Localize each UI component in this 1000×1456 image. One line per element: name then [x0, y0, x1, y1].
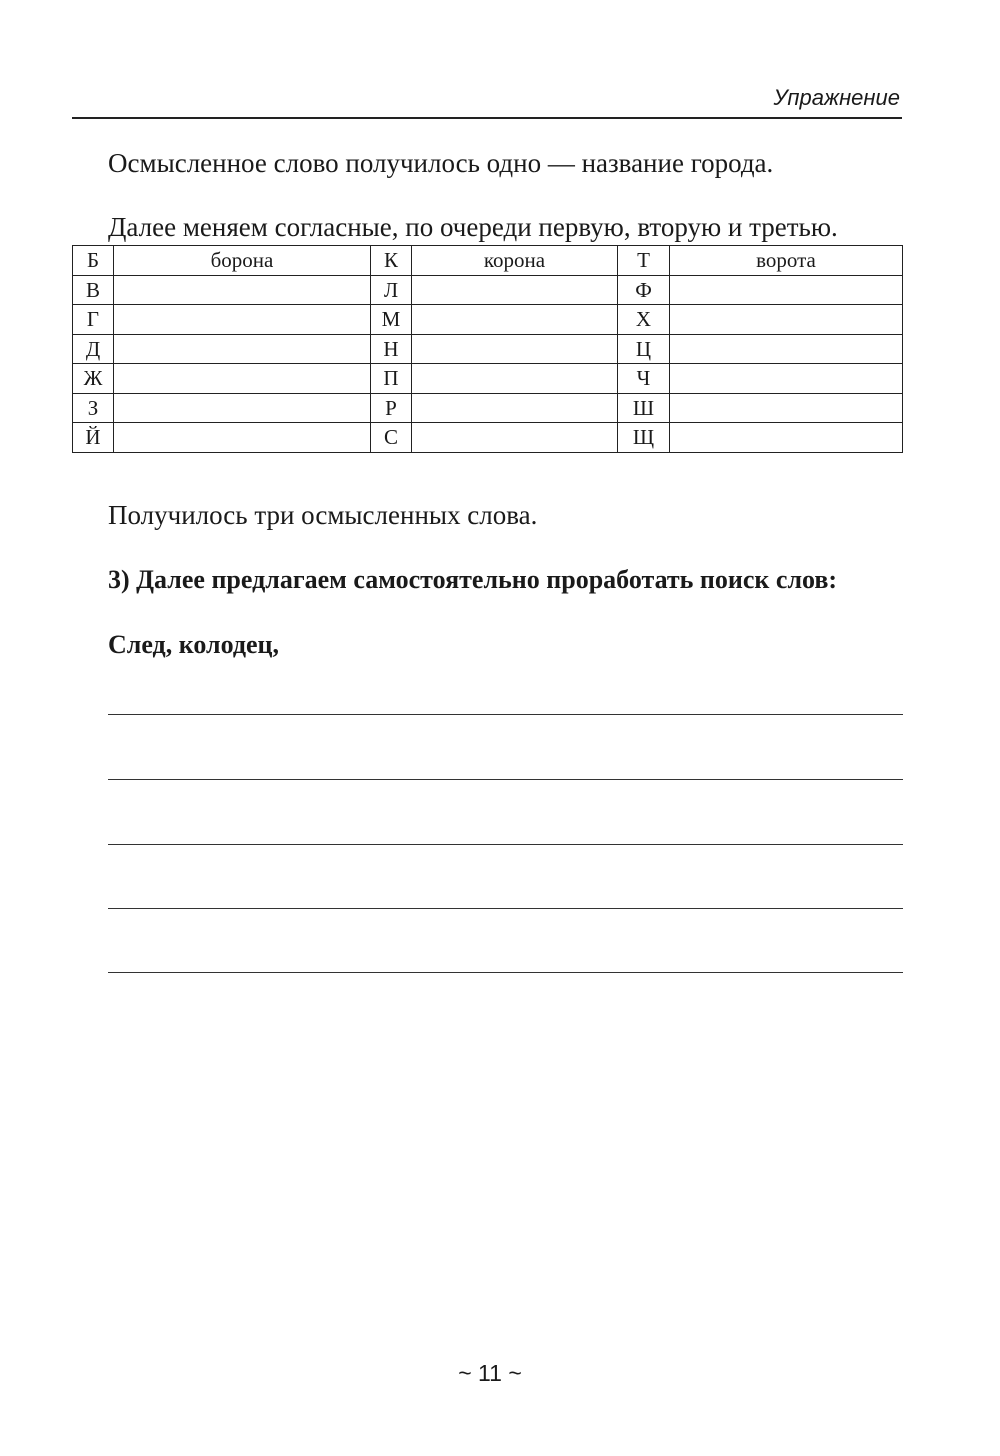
word-cell[interactable] — [114, 334, 371, 364]
answer-line[interactable] — [108, 844, 903, 845]
letter-cell: К — [371, 246, 412, 276]
letter-cell: Ч — [618, 364, 670, 394]
letter-cell: Г — [73, 305, 114, 335]
paragraph-city-word: Осмысленное слово получилось одно — название города. — [108, 148, 774, 178]
letter-cell: Ж — [73, 364, 114, 394]
letter-cell: В — [73, 275, 114, 305]
letter-cell: Х — [618, 305, 670, 335]
letter-cell: Т — [618, 246, 670, 276]
letter-cell: П — [371, 364, 412, 394]
letter-cell: Й — [73, 423, 114, 453]
word-cell[interactable]: корона — [412, 246, 618, 276]
letter-substitution-table — [72, 245, 903, 453]
task-heading: 3) Далее предлагаем самостоятельно проработать поиск слов: — [108, 565, 838, 594]
word-cell[interactable] — [412, 364, 618, 394]
word-cell[interactable] — [114, 364, 371, 394]
letter-cell: Л — [371, 275, 412, 305]
paragraph-consonant-change: Далее меняем согласные, по очереди первую, вторую и третью. — [108, 212, 838, 242]
table-row — [73, 423, 903, 453]
letter-cell: Р — [371, 393, 412, 423]
answer-line[interactable] — [108, 779, 903, 780]
word-cell[interactable] — [670, 275, 903, 305]
table-row — [73, 246, 903, 276]
word-cell[interactable] — [670, 305, 903, 335]
table-row — [73, 275, 903, 305]
table-row — [73, 393, 903, 423]
word-cell[interactable] — [412, 305, 618, 335]
word-cell[interactable] — [114, 393, 371, 423]
word-cell[interactable] — [412, 275, 618, 305]
word-cell[interactable] — [114, 305, 371, 335]
word-cell[interactable]: ворота — [670, 246, 903, 276]
word-cell[interactable] — [670, 393, 903, 423]
word-cell[interactable]: борона — [114, 246, 371, 276]
word-cell[interactable] — [412, 423, 618, 453]
letter-cell: М — [371, 305, 412, 335]
letter-cell: Ц — [618, 334, 670, 364]
letter-cell: Д — [73, 334, 114, 364]
letter-cell: Б — [73, 246, 114, 276]
task-words: След, колодец, — [108, 630, 280, 659]
letter-cell: Ф — [618, 275, 670, 305]
word-cell[interactable] — [114, 423, 371, 453]
answer-line[interactable] — [108, 908, 903, 909]
header-divider — [72, 117, 902, 119]
word-cell[interactable] — [670, 334, 903, 364]
word-cell[interactable] — [670, 423, 903, 453]
letter-cell: Н — [371, 334, 412, 364]
table-row — [73, 364, 903, 394]
word-cell[interactable] — [114, 275, 371, 305]
page-number: ~ 11 ~ — [458, 1360, 522, 1386]
letter-cell: Ш — [618, 393, 670, 423]
answer-line[interactable] — [108, 972, 903, 973]
table-row — [73, 305, 903, 335]
answer-line[interactable] — [108, 714, 903, 715]
letter-cell: Щ — [618, 423, 670, 453]
running-header: Упражнение — [773, 85, 900, 110]
table-row — [73, 334, 903, 364]
letter-cell: З — [73, 393, 114, 423]
word-cell[interactable] — [670, 364, 903, 394]
word-cell[interactable] — [412, 334, 618, 364]
paragraph-three-words: Получилось три осмысленных слова. — [108, 500, 538, 530]
letter-cell: С — [371, 423, 412, 453]
word-cell[interactable] — [412, 393, 618, 423]
